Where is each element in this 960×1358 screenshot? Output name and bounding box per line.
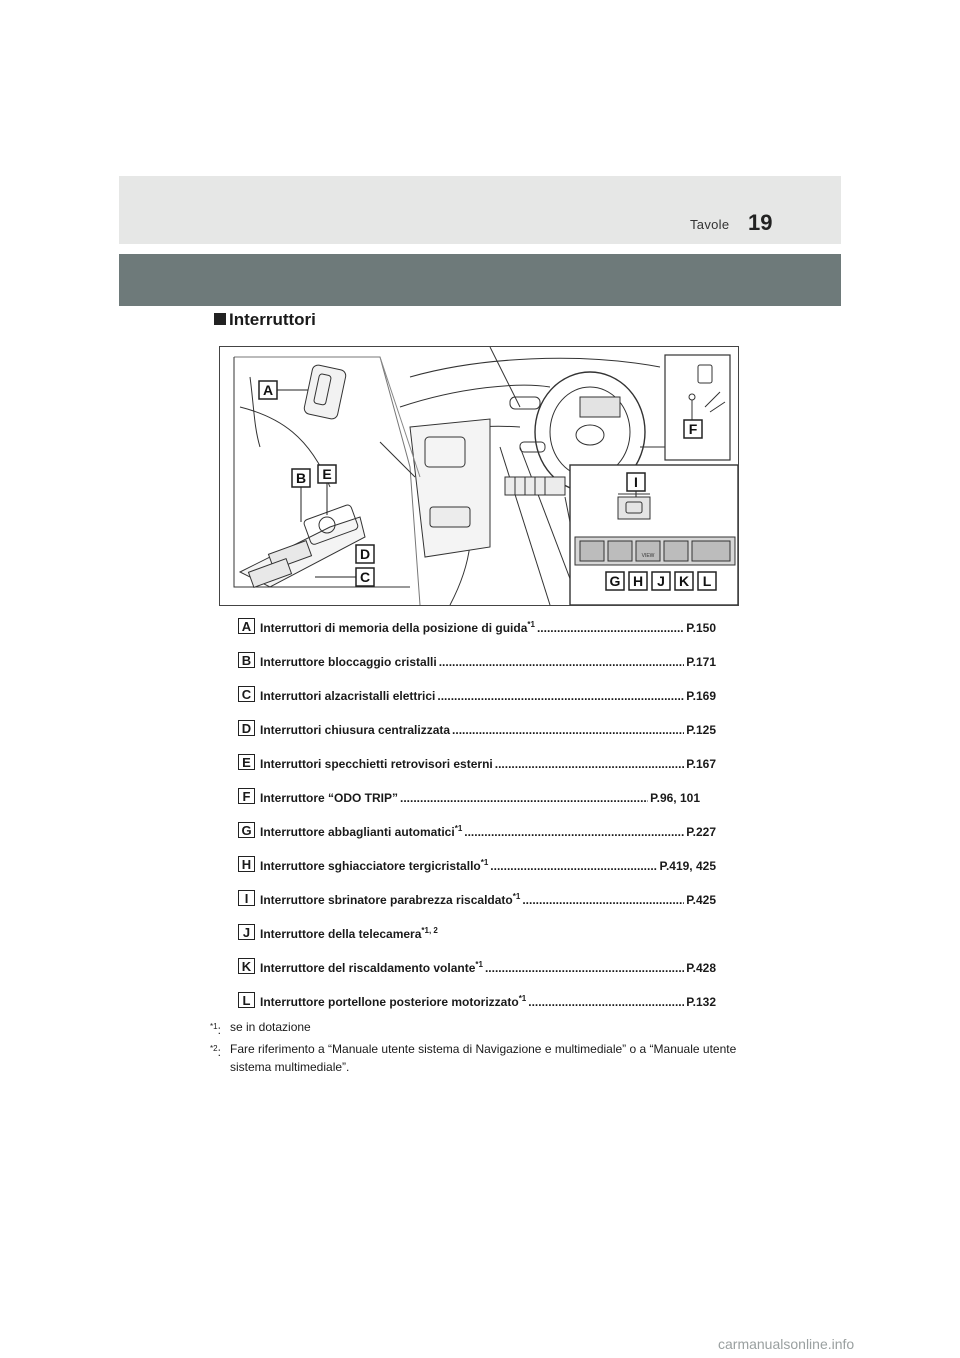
item-letter-badge: F xyxy=(238,788,255,804)
item-page-ref[interactable]: P.425 xyxy=(686,893,716,907)
leader-dots xyxy=(485,961,684,975)
callout-e: E xyxy=(322,466,332,482)
callout-labels xyxy=(220,347,738,605)
list-item xyxy=(238,956,738,990)
switch-list xyxy=(238,616,738,1024)
item-label: Interruttori specchietti retrovisori esterni xyxy=(260,757,493,771)
leader-dots xyxy=(400,791,648,805)
item-label: Interruttore della telecamera$^{*1, 2}$ xyxy=(260,926,438,941)
page-number: 19 xyxy=(748,210,773,235)
switches-illustration xyxy=(219,346,739,606)
view-label: VIEW xyxy=(641,553,655,559)
list-item xyxy=(238,922,738,956)
item-page-ref[interactable]: P.96, 101 xyxy=(650,791,700,805)
item-page-ref[interactable]: P.227 xyxy=(686,825,716,839)
item-letter-badge: C xyxy=(238,686,255,702)
callout-d: D xyxy=(359,546,371,562)
section-heading xyxy=(214,310,316,330)
item-label: Interruttore sghiacciatore tergicristallo$^{*1}$ xyxy=(260,858,489,873)
item-page-ref[interactable]: P.167 xyxy=(686,757,716,771)
list-item xyxy=(238,854,738,888)
section-title: Tavole xyxy=(690,217,730,232)
item-letter-badge: A xyxy=(238,618,255,634)
footnote xyxy=(210,1018,750,1036)
item-label: Interruttori chiusura centralizzata xyxy=(260,723,451,737)
item-page-ref[interactable]: P.419, 425 xyxy=(659,859,716,873)
leader-dots xyxy=(439,655,684,669)
footnote xyxy=(210,1040,750,1076)
item-footnote-mark: *1 xyxy=(518,994,527,1003)
leader-dots xyxy=(528,995,684,1009)
item-label: Interruttore sbrinatore parabrezza riscaldato$^{*1}$ xyxy=(260,892,521,907)
section-heading-text: Interruttori xyxy=(229,310,316,329)
item-letter-badge: D xyxy=(238,720,255,736)
header-band xyxy=(119,176,841,244)
item-label: Interruttore del riscaldamento volante$^{*1}$ xyxy=(260,960,483,975)
leader-dots xyxy=(522,893,684,907)
item-label: Interruttore bloccaggio cristalli xyxy=(260,655,437,669)
item-footnote-mark: *1, 2 xyxy=(421,926,438,935)
item-label: Interruttore abbaglianti automatici$^{*1}$ xyxy=(260,824,463,839)
list-item xyxy=(238,616,738,650)
callout-k: K xyxy=(678,573,690,589)
item-letter-badge: B xyxy=(238,652,255,668)
footnote-mark: $^{*2}$: xyxy=(210,1044,221,1059)
item-footnote-mark: *1 xyxy=(527,620,535,629)
footnotes xyxy=(210,1018,750,1080)
item-letter-badge: K xyxy=(238,958,255,974)
item-footnote-mark: *1 xyxy=(454,824,463,833)
item-letter-badge: J xyxy=(238,924,255,940)
item-page-ref[interactable]: P.428 xyxy=(686,961,716,975)
list-item xyxy=(238,888,738,922)
leader-dots xyxy=(464,825,684,839)
callout-l: L xyxy=(702,573,712,589)
footnote-text: Fare riferimento a “Manuale utente sistema di Navigazione e multimediale” o a “Manuale utente sistema multimediale”. xyxy=(230,1042,737,1074)
list-item xyxy=(238,820,738,854)
callout-b: B xyxy=(295,470,307,486)
item-letter-badge: L xyxy=(238,992,255,1008)
item-label: Interruttore portellone posteriore motorizzato$^{*1}$ xyxy=(260,994,527,1009)
list-item xyxy=(238,718,738,752)
item-footnote-mark: *1 xyxy=(512,892,521,901)
square-bullet-icon xyxy=(214,313,226,325)
callout-a: A xyxy=(262,382,274,398)
callout-g: G xyxy=(609,573,621,589)
leader-dots xyxy=(495,757,684,771)
leader-dots xyxy=(452,723,684,737)
list-item xyxy=(238,650,738,684)
list-item xyxy=(238,752,738,786)
item-label: Interruttori alzacristalli elettrici xyxy=(260,689,436,703)
item-page-ref[interactable]: P.125 xyxy=(686,723,716,737)
watermark: carmanualsonline.info xyxy=(718,1336,855,1352)
section-band xyxy=(119,254,841,306)
item-label: Interruttore “ODO TRIP” xyxy=(260,791,399,805)
callout-f: F xyxy=(688,421,698,437)
item-page-ref[interactable]: P.150 xyxy=(686,621,716,635)
leader-dots xyxy=(490,859,657,873)
item-footnote-mark: *1 xyxy=(475,960,483,969)
item-page-ref[interactable]: P.171 xyxy=(686,655,716,669)
item-footnote-mark: *1 xyxy=(480,858,489,867)
footnote-mark: $^{*1}$: xyxy=(210,1022,221,1037)
leader-dots xyxy=(437,689,684,703)
callout-c: C xyxy=(359,569,371,585)
leader-dots xyxy=(537,621,684,635)
item-letter-badge: G xyxy=(238,822,255,838)
item-label: Interruttori di memoria della posizione di guida$^{*1}$ xyxy=(260,620,535,635)
item-letter-badge: I xyxy=(238,890,255,906)
item-letter-badge: H xyxy=(238,856,255,872)
callout-h: H xyxy=(632,573,644,589)
item-page-ref[interactable]: P.132 xyxy=(686,995,716,1009)
item-letter-badge: E xyxy=(238,754,255,770)
list-item xyxy=(238,786,738,820)
callout-j: J xyxy=(657,573,665,589)
footnote-text: se in dotazione xyxy=(230,1020,311,1034)
item-page-ref[interactable]: P.169 xyxy=(686,689,716,703)
list-item xyxy=(238,684,738,718)
callout-i: I xyxy=(634,474,638,490)
